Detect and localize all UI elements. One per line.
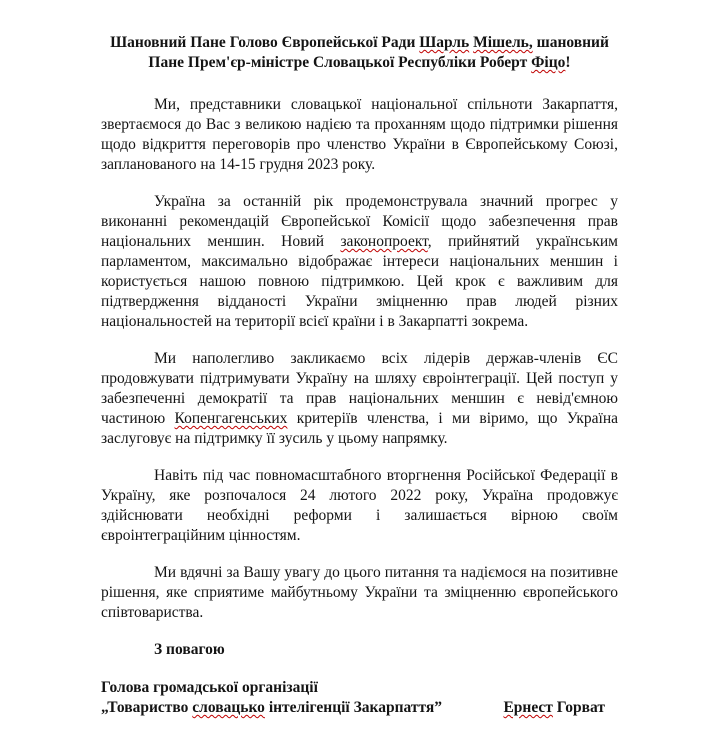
letter-closing: З повагою <box>154 641 225 658</box>
text-segment: „Товариство <box>101 699 193 716</box>
signature-name <box>503 698 605 718</box>
text-segment: шановний <box>532 34 609 51</box>
misspelled-word: Ернест <box>503 699 553 716</box>
letter-paragraph-1 <box>101 95 618 175</box>
signature-organization <box>101 698 442 718</box>
text-segment: Шановний Пане Голово Європейської Ради <box>110 34 420 51</box>
text-segment: Ми наполегливо закликаємо всіх лідерів держав-членів ЄС продовжувати підтримувати Україну на шляху євроінтеграції. Цей поступ у забезпеченні демократії та прав національних меншин є невід'ємною частиною <box>101 350 618 427</box>
misspelled-word: законопроект <box>340 233 428 250</box>
signature-role: Голова громадської організації <box>101 679 318 696</box>
text-segment: , прийнятий українським парламентом, максимально відображає інтереси національних меншин і користується нашою повною підтримкою. Цей крок є важливим для підтвердження відданості України зміцненню прав людей різних національностей на території всієї країни і в Закарпатті зокрема. <box>101 233 618 330</box>
misspelled-word: Фіцо <box>531 54 566 71</box>
text-segment: інтелігенції Закарпаття” <box>264 699 443 716</box>
signature-row <box>101 698 618 718</box>
text-segment: Ми, представники словацької національної спільноти Закарпаття, звертаємося до Вас з великою надією та проханням щодо підтримки рішення щодо відкриття переговорів про членство України в Європейському Союзі, запланованого на 14-15 грудня 2023 року. <box>101 96 618 173</box>
letter-paragraph-4 <box>101 466 618 546</box>
letter-salutation <box>101 33 618 73</box>
text-segment: Навіть під час повномасштабного вторгнення Російської Федерації в Україну, яке розпочалося 24 лютого 2022 року, Україна продовжує здійснювати необхідні реформи і залишається вірною своїм євроінтеграційним цінностям. <box>101 467 618 544</box>
letter-paragraph-2 <box>101 192 618 332</box>
misspelled-word: Мішель, <box>473 34 533 51</box>
text-segment: Ми вдячні за Вашу увагу до цього питання та надіємося на позитивне рішення, яке сприятиме майбутньому України та зміцненню європейського співтовариства. <box>101 564 618 621</box>
letter-paragraph-5 <box>101 563 618 623</box>
letter-paragraph-3 <box>101 349 618 449</box>
text-segment: Україна за останній рік продемонструвала значний прогрес у виконанні рекомендацій Європейської Комісії щодо забезпечення прав національних меншин. Новий <box>101 193 618 250</box>
signature-block <box>101 678 618 718</box>
misspelled-word: Шарль <box>419 34 470 51</box>
letter-document <box>101 0 618 718</box>
text-segment: Горват <box>552 699 605 716</box>
text-segment: критеріїв членства, і ми віримо, що Україна заслуговує на підтримку її зусиль у цьому напрямку. <box>101 410 619 447</box>
text-segment: Пане Прем'єр-міністре Словацької Республіки Роберт <box>148 54 532 71</box>
misspelled-word: Копенгагенських <box>174 410 288 427</box>
text-segment: ! <box>565 54 571 71</box>
misspelled-word: словацько <box>192 699 265 716</box>
